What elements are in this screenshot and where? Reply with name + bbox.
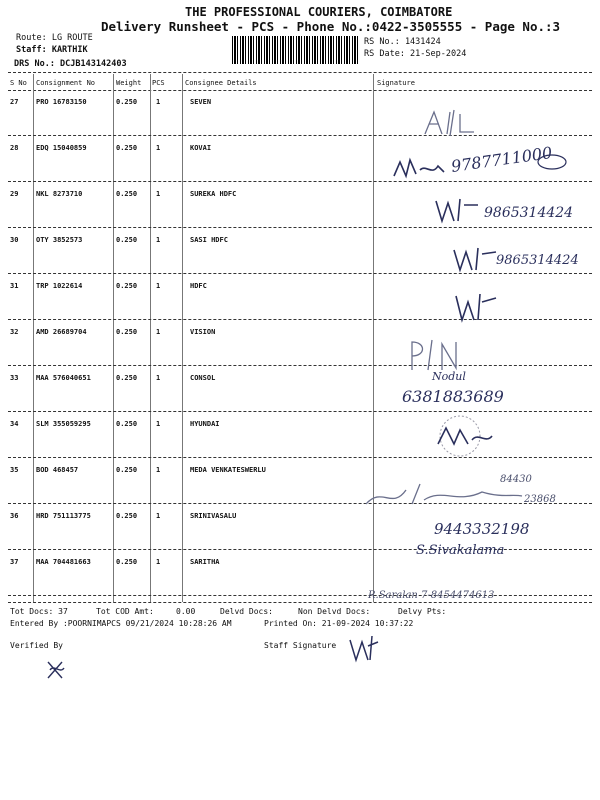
stamp-r34 [428, 414, 498, 466]
cell-sno: 31 [10, 282, 19, 290]
cell-pcs: 1 [156, 558, 161, 566]
cell-consignee: SRINIVASALU [190, 512, 237, 520]
handwriting-r27 [420, 108, 480, 142]
col-weight: Weight [116, 79, 142, 87]
cell-weight: 0.250 [116, 144, 138, 152]
cell-weight: 0.250 [116, 282, 138, 290]
route-label: Route: LG ROUTE [16, 33, 93, 43]
cell-weight: 0.250 [116, 420, 138, 428]
cell-sno: 30 [10, 236, 19, 244]
delivered-docs: Delvd Docs: [220, 607, 273, 616]
staff-label: Staff: KARTHIK [16, 45, 88, 55]
col-pcs: PCS [152, 79, 165, 87]
runsheet-subtitle: Delivery Runsheet - PCS - Phone No.:0422-3505555 - Page No.:3 [101, 19, 561, 34]
cell-pcs: 1 [156, 236, 161, 244]
cell-consignment: TRP 1022614 [36, 282, 83, 290]
cell-consignee: KOVAI [190, 144, 212, 152]
cell-weight: 0.250 [116, 328, 138, 336]
cell-consignment: MAA 576040651 [36, 374, 91, 382]
cell-pcs: 1 [156, 420, 161, 428]
cell-sno: 28 [10, 144, 19, 152]
cell-consignee: HDFC [190, 282, 207, 290]
cell-sno: 29 [10, 190, 19, 198]
cell-sno: 32 [10, 328, 19, 336]
non-delivered-docs: Non Delvd Docs: [298, 607, 371, 616]
divider [8, 602, 592, 603]
column-line [113, 74, 114, 602]
col-consignment: Consignment No [36, 79, 96, 87]
cell-pcs: 1 [156, 328, 161, 336]
cell-consignment: PRO 16783150 [36, 98, 87, 106]
cell-consignment: MAA 704481663 [36, 558, 91, 566]
staff-signature [348, 634, 378, 668]
svg-text:9443332198: 9443332198 [434, 520, 530, 538]
cell-sno: 37 [10, 558, 19, 566]
drs-number: DRS No.: DCJB143142403 [14, 59, 127, 69]
cell-pcs: 1 [156, 190, 161, 198]
rs-number: RS No.: 1431424 [364, 37, 441, 47]
row-divider [8, 135, 592, 136]
cell-pcs: 1 [156, 512, 161, 520]
svg-text:23868: 23868 [524, 494, 556, 505]
cell-consignee: SARITHA [190, 558, 220, 566]
handwriting-r35 [362, 470, 582, 516]
svg-text:9865314424: 9865314424 [484, 205, 574, 221]
column-line [150, 74, 151, 602]
cell-sno: 33 [10, 374, 19, 382]
column-line [373, 74, 374, 602]
svg-text:9865314424: 9865314424 [496, 253, 579, 268]
cell-consignment: EDQ 15040859 [36, 144, 87, 152]
cell-consignee: HYUNDAI [190, 420, 220, 428]
divider [8, 72, 592, 73]
cell-pcs: 1 [156, 374, 161, 382]
printed-on: Printed On: 21-09-2024 10:37:22 [264, 619, 414, 628]
cell-consignment: SLM 355059295 [36, 420, 91, 428]
cell-consignment: HRD 751113775 [36, 512, 91, 520]
handwriting-r36 [408, 514, 568, 564]
column-line [33, 74, 34, 602]
handwriting-r37 [368, 582, 568, 608]
cell-consignee: VISION [190, 328, 216, 336]
cell-weight: 0.250 [116, 558, 138, 566]
svg-text:S.Sivakalama: S.Sivakalama [416, 543, 505, 558]
cell-consignment: AMD 26689704 [36, 328, 87, 336]
svg-text:9787711000: 9787711000 [449, 142, 554, 176]
entered-by: Entered By :POORNIMAPCS 09/21/2024 10:28:26 AM [10, 619, 232, 628]
row-divider [8, 365, 592, 366]
staff-signature-label: Staff Signature [264, 641, 337, 650]
cell-consignee: CONSOL [190, 374, 216, 382]
handwriting-r31 [452, 288, 502, 328]
handwriting-r28 [392, 142, 572, 194]
cell-sno: 27 [10, 98, 19, 106]
svg-text:Nodul: Nodul [432, 370, 466, 383]
cell-consignee: SEVEN [190, 98, 212, 106]
verified-by-label: Verified By [10, 641, 63, 650]
cell-pcs: 1 [156, 98, 161, 106]
rs-date: RS Date: 21-Sep-2024 [364, 49, 467, 59]
svg-text:R.Saralan 7-8454474613: R.Saralan 7-8454474613 [368, 590, 495, 601]
total-docs: Tot Docs: 37 [10, 607, 68, 616]
cell-sno: 35 [10, 466, 19, 474]
svg-text:84430: 84430 [500, 474, 532, 485]
cell-pcs: 1 [156, 282, 161, 290]
handwriting-r33 [402, 368, 542, 412]
cell-weight: 0.250 [116, 374, 138, 382]
verified-signature [44, 658, 68, 686]
handwriting-r30 [452, 240, 592, 278]
cell-pcs: 1 [156, 144, 161, 152]
cell-weight: 0.250 [116, 98, 138, 106]
cell-sno: 36 [10, 512, 19, 520]
cell-weight: 0.250 [116, 190, 138, 198]
cell-consignee: SUREKA HDFC [190, 190, 237, 198]
col-signature: Signature [377, 79, 415, 87]
row-divider [8, 457, 592, 458]
total-cod-amount: 0.00 [176, 607, 196, 616]
cell-consignment: BOD 468457 [36, 466, 79, 474]
col-consignee: Consignee Details [185, 79, 257, 87]
delivery-points: Delvy Pts: [398, 607, 447, 616]
cell-weight: 0.250 [116, 466, 138, 474]
total-cod-label: Tot COD Amt: [96, 607, 154, 616]
cell-consignment: OTY 3852573 [36, 236, 83, 244]
cell-weight: 0.250 [116, 236, 138, 244]
cell-consignee: SASI HDFC [190, 236, 228, 244]
handwriting-r29 [434, 193, 594, 231]
barcode [232, 36, 360, 64]
row-divider [8, 319, 592, 320]
cell-weight: 0.250 [116, 512, 138, 520]
cell-sno: 34 [10, 420, 19, 428]
col-sno: S No [10, 79, 27, 87]
svg-text:6381883689: 6381883689 [402, 387, 504, 406]
column-line [182, 74, 183, 602]
cell-consignee: MEDA VENKATESWERLU [190, 466, 266, 474]
divider [8, 90, 592, 91]
company-title: THE PROFESSIONAL COURIERS, COIMBATORE [185, 5, 453, 19]
cell-consignment: NKL 8273710 [36, 190, 83, 198]
cell-pcs: 1 [156, 466, 161, 474]
